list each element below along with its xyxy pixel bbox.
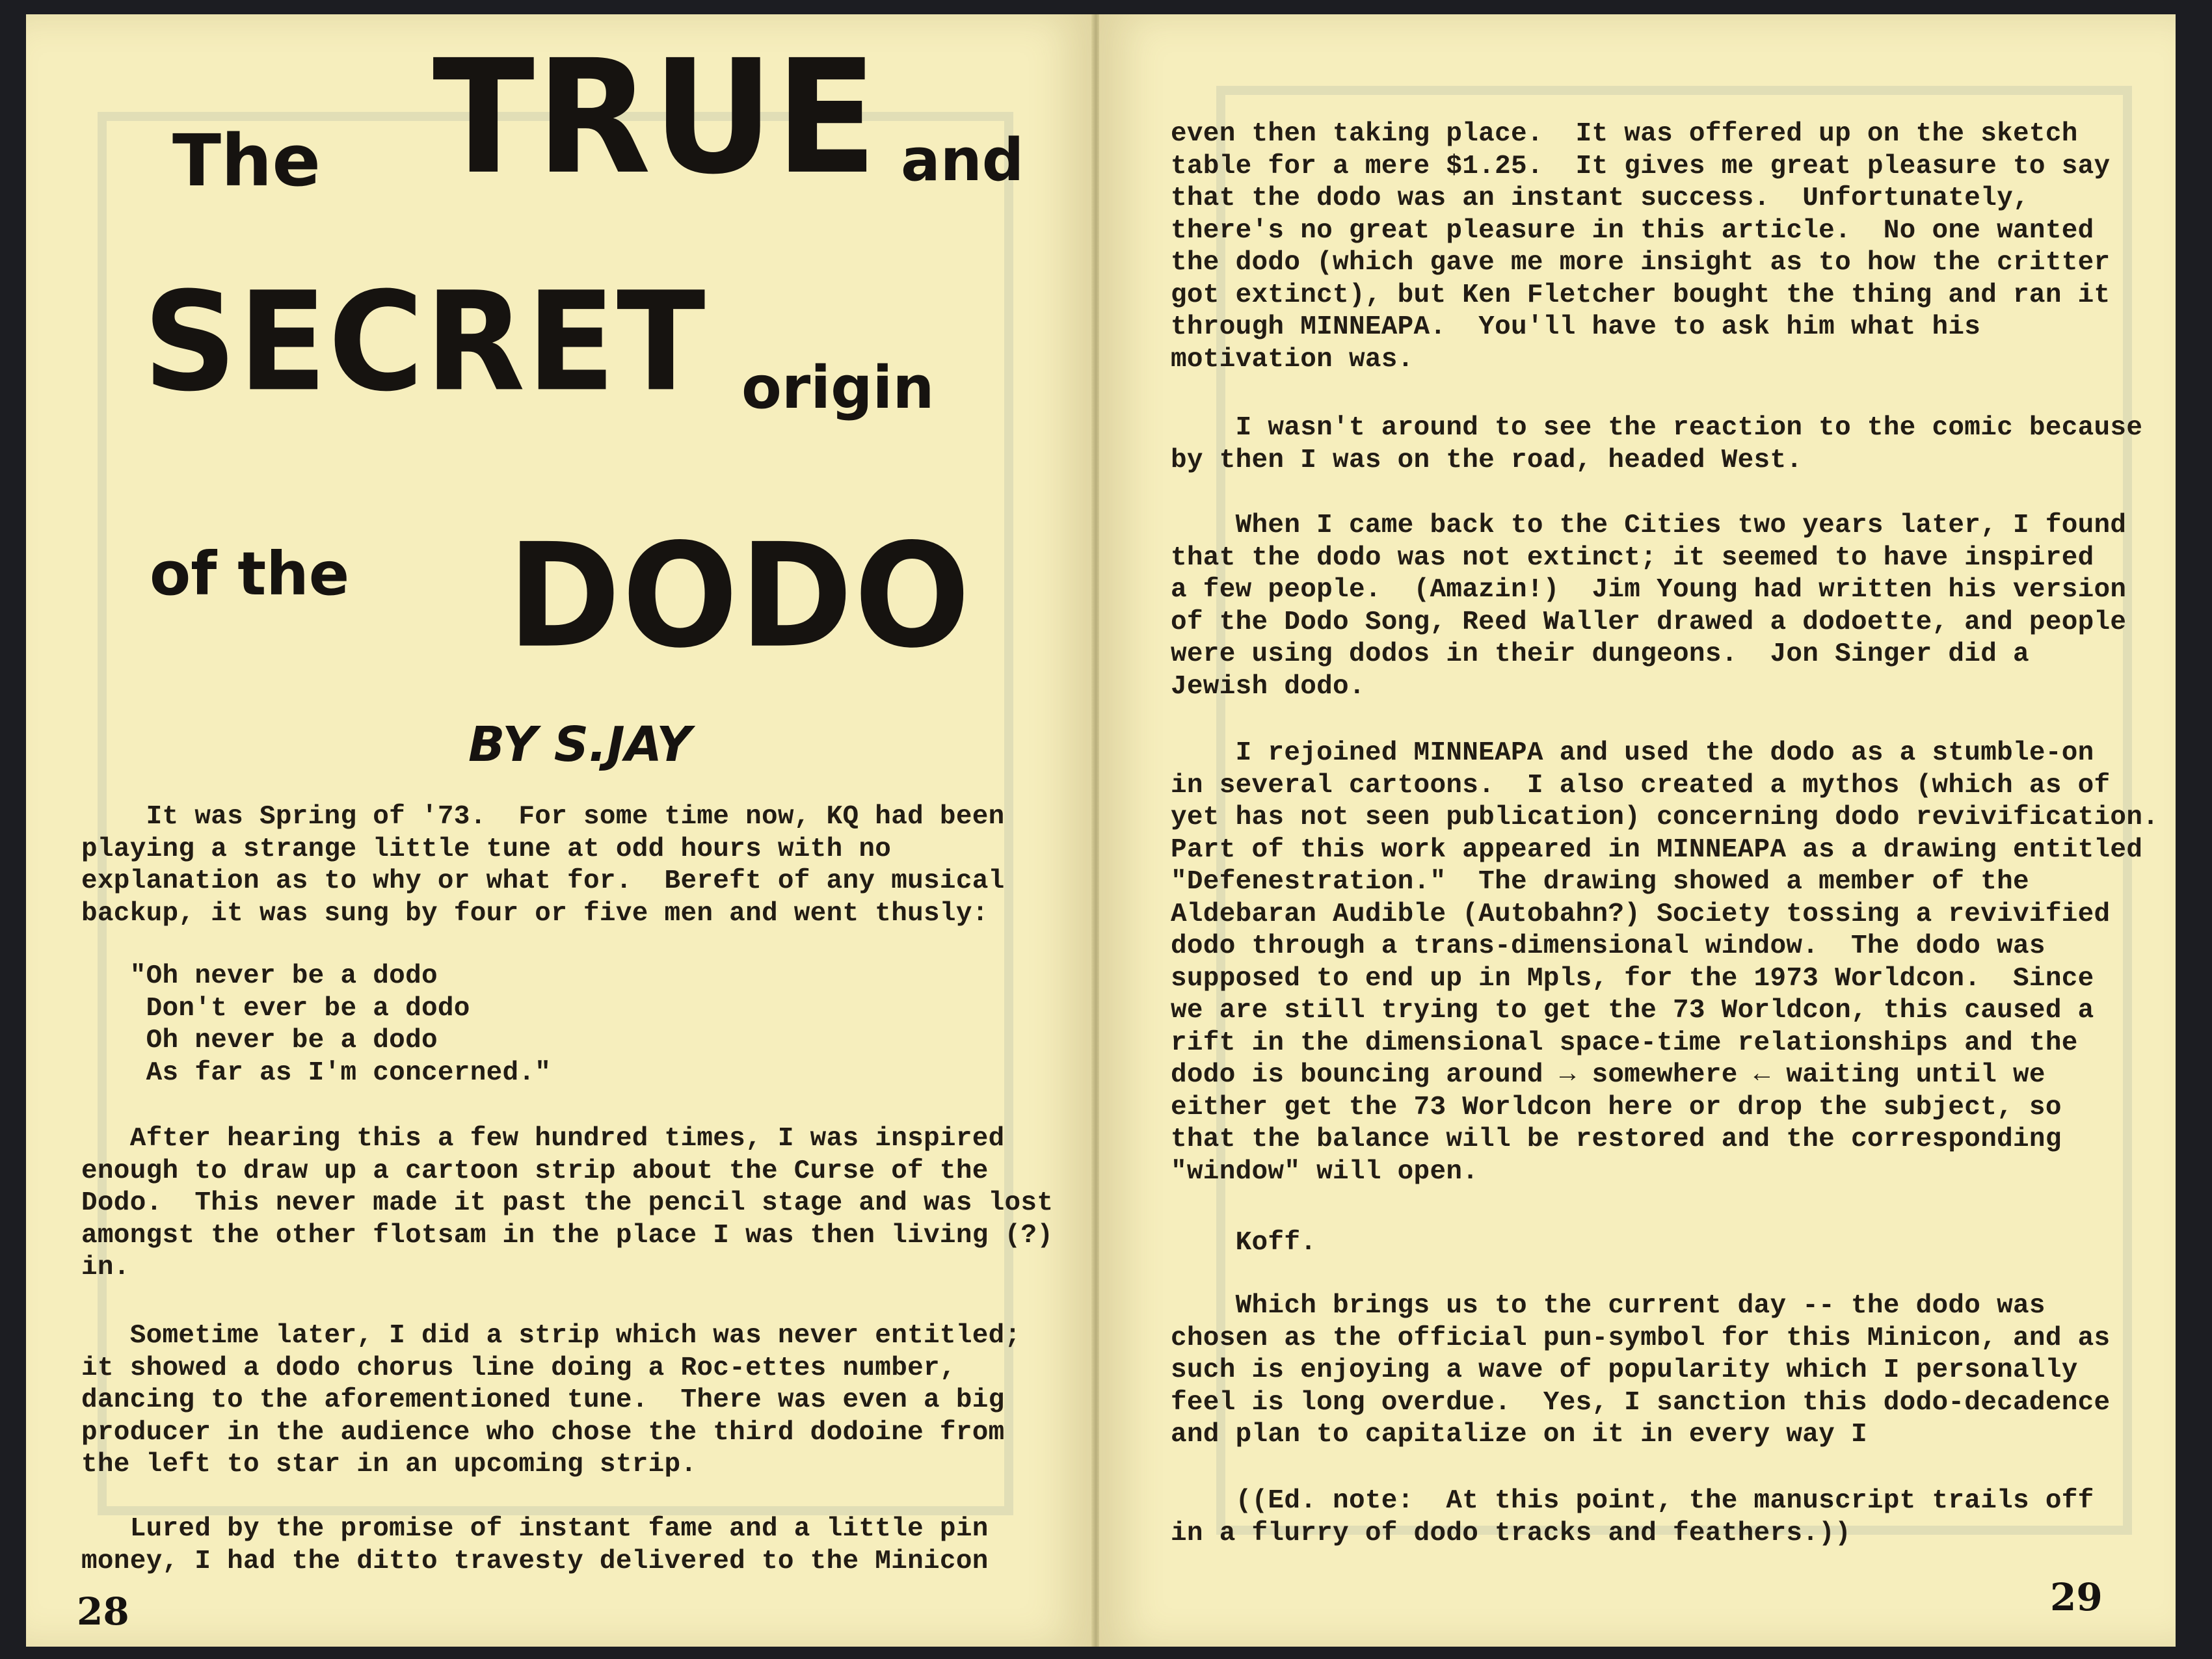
paragraph-3: Sometime later, I did a strip which was never entitled; it showed a dodo chorus line doing a Roc-ettes number, dancing to the aforementioned tune. There was even a big producer in the audience who chose the third dodoine from the left to star in an upcoming strip. <box>81 1321 1021 1480</box>
left-page <box>26 14 1093 1647</box>
paragraph-5: even then taking place. It was offered up on the sketch table for a mere $1.25. It gives me great pleasure to say that the dodo was an instant success. Unfortunately, there's no great pleasure in this article. No one wanted the dodo (which gave me more insight as to how the critter got extinct), but Ken Fletcher bought the thing and ran it through MINNEAPA. You'll have to ask him what his motivation was. <box>1171 119 2111 375</box>
paragraph-9: Which brings us to the current day -- the dodo was chosen as the official pun-symbol for this Minicon, and as such is enjoying a wave of popularity which I personally feel is long overdue. Yes, I sanction this dodo-decadence and plan to capitalize on it in every way I <box>1171 1291 2111 1450</box>
page-number-right: 29 <box>2050 1575 2103 1619</box>
byline: BY S.JAY <box>468 717 692 773</box>
paragraph-8: I rejoined MINNEAPA and used the dodo as a stumble-on in several cartoons. I also created a mythos (which as of yet has not seen publication) concerning dodo revivification. Part of this work appeared in MINNEAPA as a drawing entitled "Defenestration." The drawing showed a member of the Aldebaran Audible (Autobahn?) Society tossing a revivified dodo through a trans-dimensional window. The dodo was supposed to end up in Mpls, for the 1973 Worldcon. Since we are still trying to get the 73 Worldcon, this caused a rift in the dimensional space-time relationships and the dodo is bouncing around → somewhere ← waiting until we either get the 73 Worldcon here or drop the subject, so that the balance will be restored and the corresponding "window" will open. <box>1171 738 2159 1187</box>
song-lyrics: "Oh never be a dodo Don't ever be a dodo Oh never be a dodo As far as I'm concerned." <box>129 961 552 1088</box>
title-and: and <box>901 126 1024 194</box>
paragraph-4: Lured by the promise of instant fame and a little pin money, I had the ditto travesty delivered to the Minicon <box>81 1514 989 1576</box>
title-true: TRUE <box>433 27 879 209</box>
title-dodo: DODO <box>507 512 972 680</box>
right-page <box>1099 14 2176 1647</box>
paragraph-6: I wasn't around to see the reaction to the comic because by then I was on the road, headed West. <box>1171 413 2143 475</box>
title-secret: SECRET <box>143 263 707 422</box>
editor-note: ((Ed. note: At this point, the manuscript trails off in a flurry of dodo tracks and feathers.)) <box>1171 1486 2094 1548</box>
paragraph-7: When I came back to the Cities two years later, I found that the dodo was not extinct; it seemed to have inspired a few people. (Amazin!) Jim Young had written his version of the Dodo Song, Reed Waller drawed a dodoette, and people were using dodos in their dungeons. Jon Singer did a Jewish dodo. <box>1171 511 2127 702</box>
title-the: The <box>172 119 321 202</box>
paragraph-2: After hearing this a few hundred times, I was inspired enough to draw up a cartoon strip about the Curse of the Dodo. This never made it past the pencil stage and was lost amongst the other flotsam in the place I was then living (?) in. <box>81 1124 1054 1282</box>
title-of-the: of the <box>150 539 350 609</box>
paragraph-koff: Koff. <box>1171 1228 1317 1258</box>
title-origin: origin <box>741 354 935 422</box>
page-number-left: 28 <box>77 1589 129 1634</box>
paragraph-1: It was Spring of '73. For some time now, KQ had been playing a strange little tune at odd hours with no explanation as to why or what for. Bereft of any musical backup, it was sung by four or five men and went thusly: <box>81 802 1005 929</box>
